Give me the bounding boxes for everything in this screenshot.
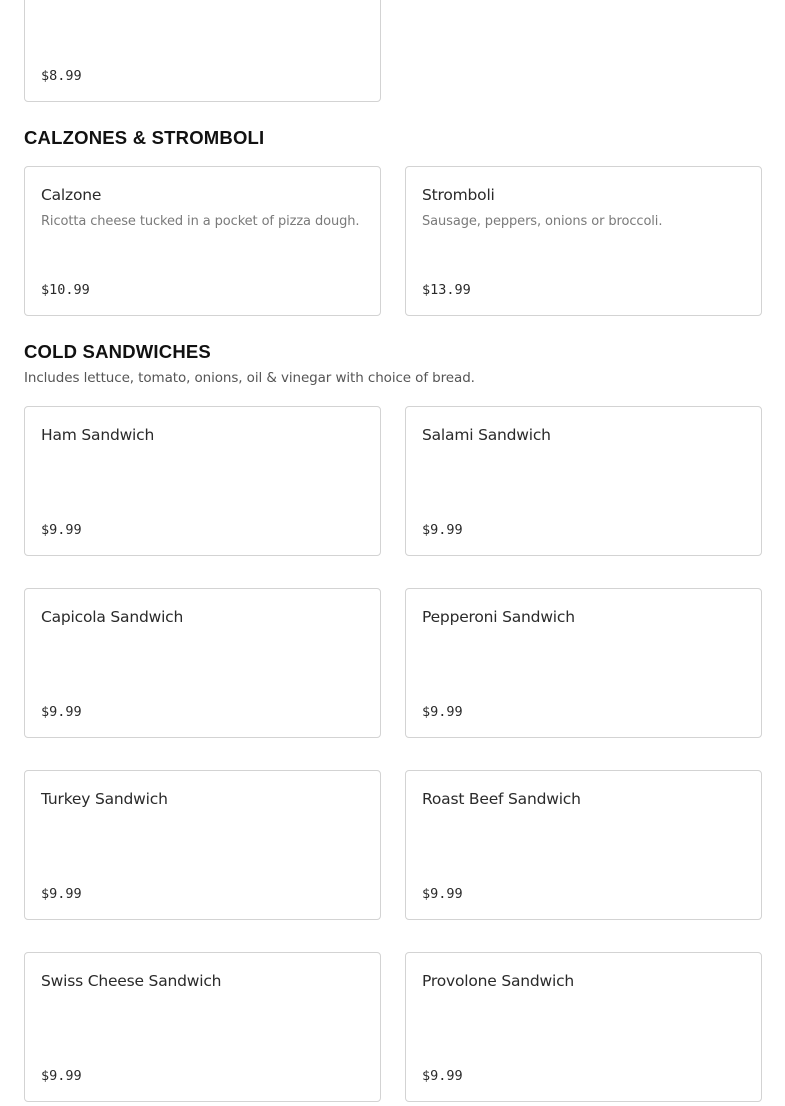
menu-item-price: $8.99 bbox=[41, 68, 82, 84]
menu-item-pepperoni-sandwich[interactable] bbox=[405, 588, 762, 738]
menu-item-price: $13.99 bbox=[422, 282, 471, 298]
menu-item-name: Ham Sandwich bbox=[41, 426, 155, 444]
menu-item-roast-beef-sandwich[interactable] bbox=[405, 770, 762, 920]
menu-item-description: Sausage, peppers, onions or broccoli. bbox=[422, 214, 663, 229]
section-title-calzones: CALZONES & STROMBOLI bbox=[24, 127, 265, 148]
menu-item-price: $9.99 bbox=[422, 886, 463, 902]
menu-item-stromboli[interactable] bbox=[405, 166, 762, 316]
menu-item-price: $9.99 bbox=[41, 1068, 82, 1084]
section-title-cold-sandwiches: COLD SANDWICHES bbox=[24, 341, 211, 362]
menu-item-price: $9.99 bbox=[41, 704, 82, 720]
menu-item-card[interactable] bbox=[24, 0, 381, 102]
menu-item-salami-sandwich[interactable] bbox=[405, 406, 762, 556]
menu-item-name: Salami Sandwich bbox=[422, 426, 551, 444]
menu-item-name: Turkey Sandwich bbox=[41, 790, 168, 808]
menu-item-ham-sandwich[interactable] bbox=[24, 406, 381, 556]
menu-item-name: Swiss Cheese Sandwich bbox=[41, 972, 222, 990]
menu-item-name: Stromboli bbox=[422, 186, 495, 204]
menu-item-name: Pepperoni Sandwich bbox=[422, 608, 575, 626]
menu-item-price: $9.99 bbox=[41, 886, 82, 902]
menu-item-calzone[interactable] bbox=[24, 166, 381, 316]
menu-item-name: Provolone Sandwich bbox=[422, 972, 575, 990]
menu-item-name: Calzone bbox=[41, 186, 102, 204]
menu-item-swiss-cheese-sandwich[interactable] bbox=[24, 952, 381, 1102]
menu-item-name: Capicola Sandwich bbox=[41, 608, 184, 626]
menu-item-provolone-sandwich[interactable] bbox=[405, 952, 762, 1102]
menu-item-price: $9.99 bbox=[422, 522, 463, 538]
section-note: Includes lettuce, tomato, onions, oil & vinegar with choice of bread. bbox=[24, 370, 475, 386]
menu-item-description: Ricotta cheese tucked in a pocket of pizza dough. bbox=[41, 214, 360, 229]
menu-item-price: $9.99 bbox=[422, 704, 463, 720]
menu-item-price: $10.99 bbox=[41, 282, 90, 298]
menu-item-turkey-sandwich[interactable] bbox=[24, 770, 381, 920]
menu-item-price: $9.99 bbox=[422, 1068, 463, 1084]
menu-item-name: Roast Beef Sandwich bbox=[422, 790, 581, 808]
menu-item-capicola-sandwich[interactable] bbox=[24, 588, 381, 738]
menu-item-price: $9.99 bbox=[41, 522, 82, 538]
